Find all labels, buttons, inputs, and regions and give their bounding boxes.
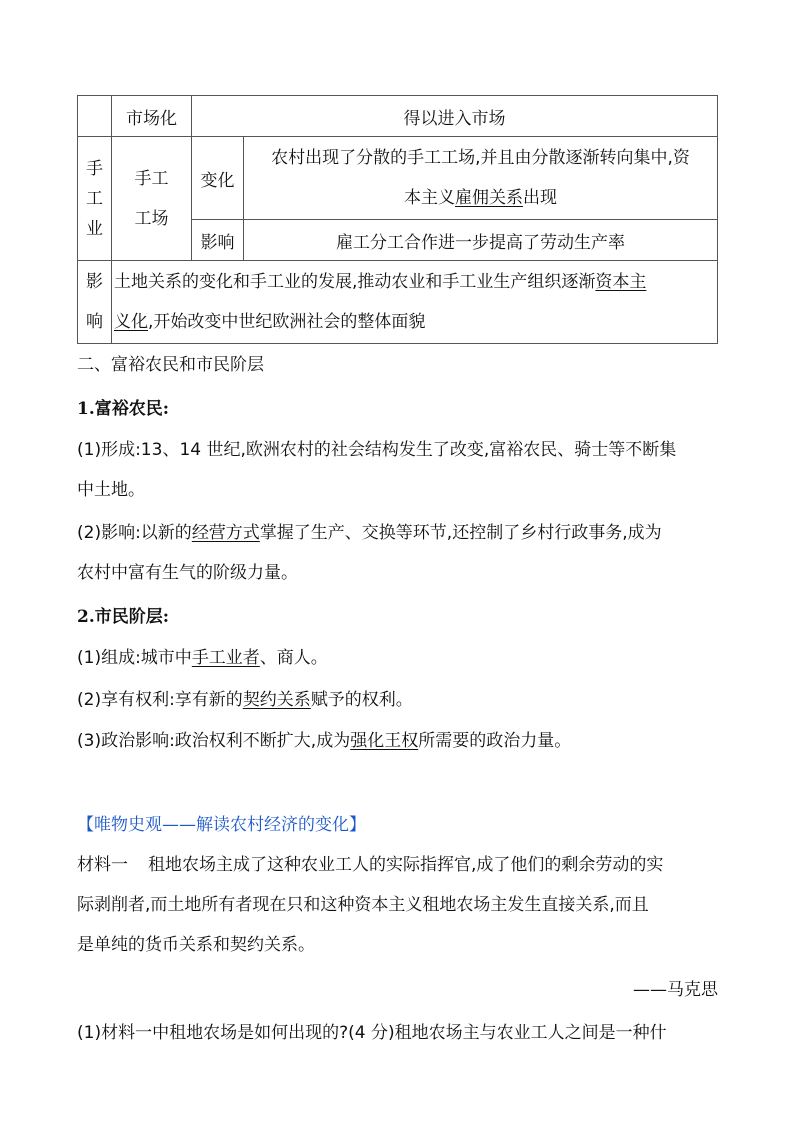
empty-cell	[78, 96, 112, 137]
material-one: 材料一 租地农场主成了这种农业工人的实际指挥官,成了他们的剩余劳动的实 际剥削者,而土地所有者现在只和这种资本主义租地农场主发生直接关系,而且 是单纯的货币关系和契约关系。	[77, 855, 664, 955]
market-content: 得以进入市场	[192, 96, 718, 137]
handicraft-section-label: 手 工 业	[78, 137, 112, 261]
workshop-label: 手工 工场	[112, 137, 192, 261]
materialism-box-title: 【唯物史观——解读农村经济的变化】	[77, 815, 366, 835]
section-title: 二、富裕农民和市民阶层	[77, 355, 264, 375]
burghers-political-influence: (3)政治影响:政治权利不断扩大,成为强化王权所需要的政治力量。	[77, 731, 572, 751]
overall-impact-content: 土地关系的变化和手工业的发展,推动农业和手工业生产组织逐渐资本主 义化,开始改变中世纪欧洲社会的整体面貌	[112, 261, 718, 344]
table-row-overall-impact	[78, 261, 718, 344]
rich-peasants-formation: (1)形成:13、14 世纪,欧洲农村的社会结构发生了改变,富裕农民、骑士等不断集 中土地。	[77, 440, 677, 500]
change-label: 变化	[192, 137, 244, 220]
heading-rich-peasants: 1.富裕农民:	[77, 399, 170, 419]
burghers-rights: (2)享有权利:享有新的契约关系赋予的权利。	[77, 690, 413, 710]
impact-label: 影响	[192, 220, 244, 261]
overall-impact-label: 影 响	[78, 261, 112, 344]
market-label: 市场化	[112, 96, 192, 137]
change-content: 农村出现了分散的手工工场,并且由分散逐渐转向集中,资 本主义雇佣关系出现	[244, 137, 718, 220]
material-source: ——马克思	[633, 980, 718, 1000]
rich-peasants-influence: (2)影响:以新的经营方式掌握了生产、交换等环节,还控制了乡村行政事务,成为 农村中富有生气的阶级力量。	[77, 523, 662, 583]
table-row-handicraft-change	[78, 137, 718, 220]
heading-burghers: 2.市民阶层:	[77, 607, 170, 627]
burghers-composition: (1)组成:城市中手工业者、商人。	[77, 648, 328, 668]
content-table	[77, 95, 718, 344]
table-row-market	[78, 96, 718, 137]
question-one: (1)材料一中租地农场是如何出现的?(4 分)租地农场主与农业工人之间是一种什	[77, 1023, 667, 1043]
impact-content: 雇工分工合作进一步提高了劳动生产率	[244, 220, 718, 261]
